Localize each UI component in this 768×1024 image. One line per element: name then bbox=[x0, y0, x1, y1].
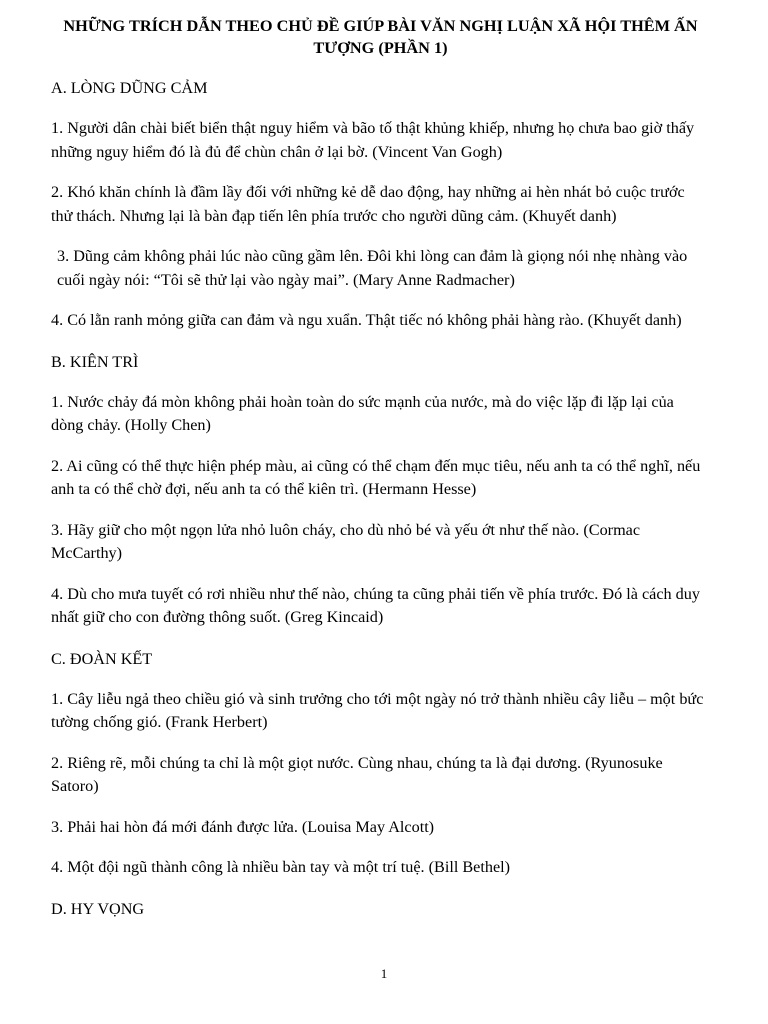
section-heading-a: A. LÒNG DŨNG CẢM bbox=[51, 79, 208, 97]
quote-c4: 4. Một đội ngũ thành công là nhiều bàn tay và một trí tuệ. (Bill Bethel) bbox=[51, 858, 511, 876]
quote-a2: 2. Khó khăn chính là đầm lầy đối với những kẻ dễ dao động, hay những ai hèn nhát bỏ cuộc trước thử thách. Nhưng lại là bàn đạp tiến lên phía trước cho người dũng cảm. (Khuyết danh) bbox=[51, 183, 685, 225]
quote-a4: 4. Có lằn ranh mỏng giữa can đảm và ngu xuẩn. Thật tiếc nó không phải hàng rào. (Khuyết danh) bbox=[51, 311, 682, 329]
quote-c1: 1. Cây liễu ngả theo chiều gió và sinh trưởng cho tới một ngày nó trở thành nhiều cây liễu – một bức tường chống gió. (Frank Herbert) bbox=[51, 689, 704, 731]
quote-b4: 4. Dù cho mưa tuyết có rơi nhiều như thế nào, chúng ta cũng phải tiến về phía trước. Đó là cách duy nhất giữ cho con đường thông suốt. (Greg Kincaid) bbox=[51, 584, 700, 626]
quote-a1: 1. Người dân chài biết biển thật nguy hiểm và bão tố thật khủng khiếp, nhưng họ chưa bao giờ thấy những nguy hiểm đó là đủ để chùn chân ở lại bờ. (Vincent Van Gogh) bbox=[51, 119, 695, 161]
quote-c2: 2. Riêng rẽ, mỗi chúng ta chỉ là một giọt nước. Cùng nhau, chúng ta là đại dương. (Ryunosuke Satoro) bbox=[51, 753, 663, 795]
page-number: 1 bbox=[380, 966, 388, 981]
section-heading-c: C. ĐOÀN KẾT bbox=[51, 649, 153, 668]
section-heading-b: B. KIÊN TRÌ bbox=[51, 352, 139, 371]
section-heading-d: D. HY VỌNG bbox=[51, 899, 145, 918]
quote-c3: 3. Phải hai hòn đá mới đánh được lửa. (Louisa May Alcott) bbox=[51, 817, 435, 836]
quote-a3: 3. Dũng cảm không phải lúc nào cũng gầm lên. Đôi khi lòng can đảm là giọng nói nhẹ nhàng vào cuối ngày nói: “Tôi sẽ thử lại vào ngày mai”. (Mary Anne Radmacher) bbox=[57, 247, 688, 289]
quote-b3: 3. Hãy giữ cho một ngọn lửa nhỏ luôn cháy, cho dù nhỏ bé và yếu ớt như thế nào. (Cormac McCarthy) bbox=[51, 520, 641, 562]
document-title: NHỮNG TRÍCH DẪN THEO CHỦ ĐỀ GIÚP BÀI VĂN NGHỊ LUẬN XÃ HỘI THÊM ẤN TƯỢNG (PHẦN 1) bbox=[63, 16, 698, 57]
quote-b2: 2. Ai cũng có thể thực hiện phép màu, ai cũng có thể chạm đến mục tiêu, nếu anh ta có thể nghĩ, nếu anh ta có thể chờ đợi, nếu anh ta có thể kiên trì. (Hermann Hesse) bbox=[51, 456, 701, 498]
quote-b1: 1. Nước chảy đá mòn không phải hoàn toàn do sức mạnh của nước, mà do việc lặp đi lặp lại của dòng chảy. (Holly Chen) bbox=[51, 392, 674, 434]
